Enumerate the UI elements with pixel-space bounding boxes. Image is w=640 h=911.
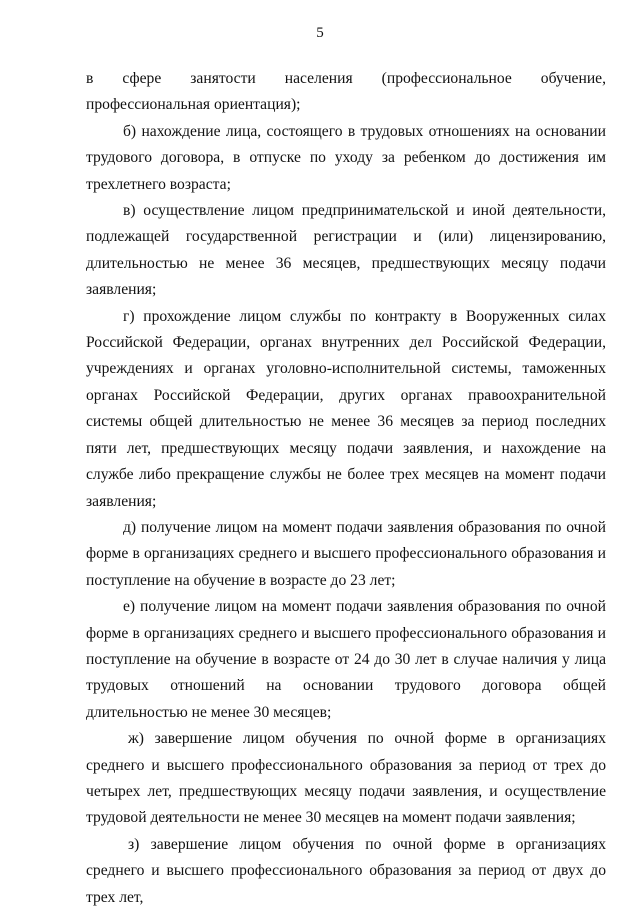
paragraph-continuation: в сфере занятости населения (профессиональное обучение, профессиональная ориентация); — [86, 70, 606, 114]
paragraph-item-z: з) завершение лицом обучения по очной форме в организациях среднего и высшего профессионального образования за период от двух до трех лет, — [86, 835, 606, 906]
paragraph-item-g: г) прохождение лицом службы по контракту в Вооруженных силах Российской Федерации, органах внутренних дел Российской Федерации, учреждениях и органах уголовно-исполнительной системы, таможенных органах Российской Федерации, других органах правоохранительной системы общей длительностью не менее 36 месяцев за период последних пяти лет, предшествующих месяцу подачи заявления, и нахождение на службе либо прекращение службы не более трех месяцев на момент подачи заявления; — [86, 307, 606, 510]
paragraph-item-d: д) получение лицом на момент подачи заявления образования по очной форме в организациях среднего и высшего профессионального образования и поступление на обучение в возрасте до 23 лет; — [86, 518, 606, 589]
paragraph-item-v: в) осуществление лицом предпринимательской и иной деятельности, подлежащей государственной регистрации и (или) лицензированию, длительностью не менее 36 месяцев, предшествующих месяцу подачи заявления; — [86, 202, 606, 299]
document-body — [86, 66, 606, 911]
paragraph-item-e: е) получение лицом на момент подачи заявления образования по очной форме в организациях среднего и высшего профессионального образования и поступление на обучение в возрасте от 24 до 30 лет в случае наличия у лица трудовых отношений на основании трудового договора общей длительностью не менее 30 месяцев; — [86, 598, 606, 721]
paragraph-item-b: б) нахождение лица, состоящего в трудовых отношениях на основании трудового договора, в отпуске по уходу за ребенком до достижения им трехлетнего возраста; — [86, 122, 606, 193]
page-number: 5 — [316, 25, 324, 41]
paragraph-item-zh: ж) завершение лицом обучения по очной форме в организациях среднего и высшего профессионального образования за период от трех до четырех лет, предшествующих месяцу подачи заявления, и осуществление трудовой деятельности не менее 30 месяцев на момент подачи заявления; — [86, 730, 606, 827]
